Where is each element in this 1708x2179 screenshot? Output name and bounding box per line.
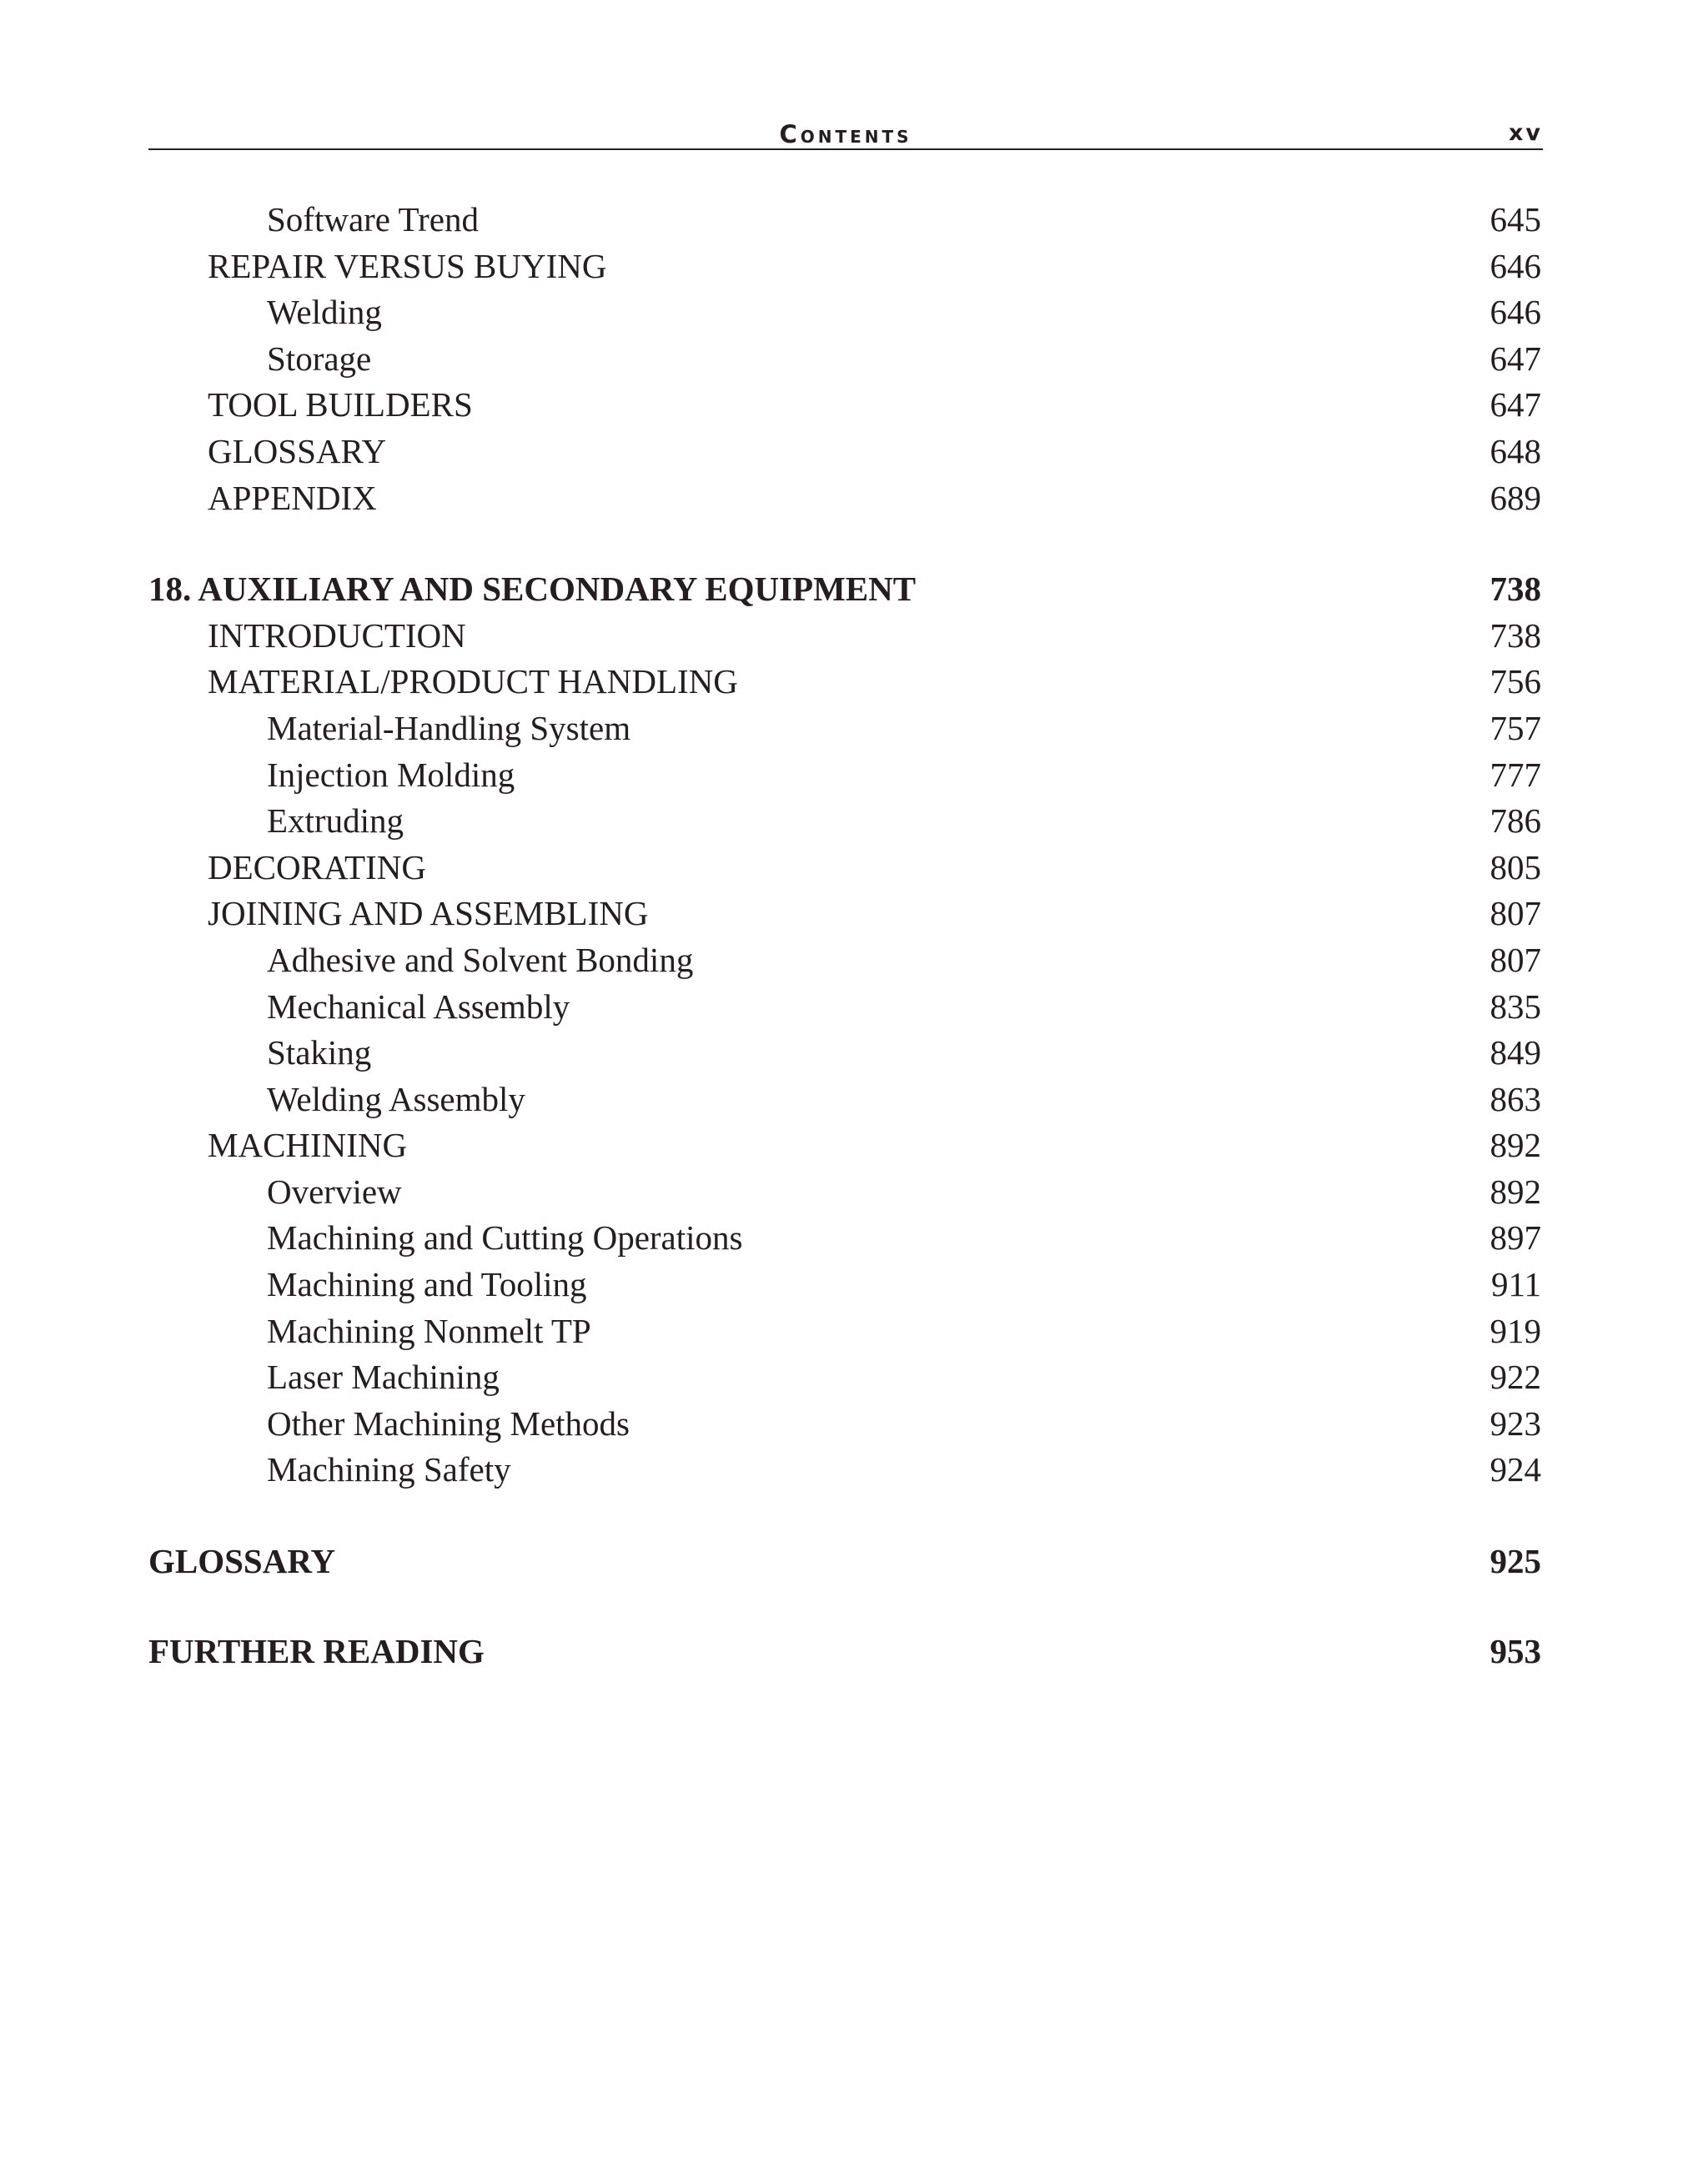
toc-subsection-entry[interactable] (148, 705, 1541, 752)
toc-entry-page: 897 (1489, 1218, 1541, 1258)
toc-entry-page: 807 (1489, 894, 1541, 933)
toc-entry-title: Injection Molding (267, 755, 515, 794)
toc-subsection-entry[interactable] (148, 336, 1541, 383)
toc-subsection-entry[interactable] (148, 984, 1541, 1031)
toc-subsection-entry[interactable] (148, 1030, 1541, 1077)
toc-subsection-entry[interactable] (148, 1215, 1541, 1262)
toc-entry-page: 648 (1489, 431, 1541, 470)
toc-subsection-entry[interactable] (148, 1401, 1541, 1448)
toc-entry-title: 18. AUXILIARY AND SECONDARY EQUIPMENT (148, 570, 917, 609)
toc-entry-title: Staking (267, 1033, 372, 1072)
toc-section-entry[interactable] (148, 845, 1541, 891)
toc-subsection-entry[interactable] (148, 1262, 1541, 1308)
toc-entry-page: 646 (1489, 246, 1541, 285)
toc-entry-title: Laser Machining (267, 1358, 500, 1397)
toc-entry-title: JOINING AND ASSEMBLING (208, 894, 649, 933)
toc-section-entry[interactable] (148, 659, 1541, 705)
toc-section-entry[interactable] (148, 613, 1541, 660)
running-header (148, 115, 1543, 150)
toc-entry-page: 892 (1489, 1172, 1541, 1211)
toc-entry-page: 647 (1489, 339, 1541, 378)
toc-chapter-entry[interactable] (148, 1629, 1541, 1675)
toc-chapter-entry[interactable] (148, 1539, 1541, 1585)
toc-section-entry[interactable] (148, 429, 1541, 475)
toc-entry-title: REPAIR VERSUS BUYING (208, 246, 607, 285)
toc-entry-title: APPENDIX (208, 478, 377, 517)
toc-subsection-entry[interactable] (148, 1308, 1541, 1355)
toc-entry-page: 647 (1489, 385, 1541, 424)
toc-entry-page: 925 (1489, 1542, 1541, 1581)
toc-entry-page: 786 (1489, 801, 1541, 841)
toc-entry-page: 953 (1489, 1631, 1541, 1670)
toc-entry-title: Extruding (267, 801, 404, 841)
running-header-title: Contents (779, 120, 912, 148)
toc-entry-title: INTRODUCTION (208, 615, 466, 655)
toc-entry-title: Machining Safety (267, 1450, 511, 1489)
toc-entry-title: MATERIAL/PRODUCT HANDLING (208, 662, 738, 701)
toc-entry-page: 892 (1489, 1126, 1541, 1165)
page-number: xv (1508, 120, 1543, 146)
toc-entry-page: 919 (1489, 1311, 1541, 1350)
toc-entry-title: Machining and Tooling (267, 1265, 587, 1304)
toc-entry-page: 807 (1489, 940, 1541, 979)
toc-subsection-entry[interactable] (148, 289, 1541, 336)
toc-entry-page: 689 (1489, 478, 1541, 517)
toc-section-entry[interactable] (148, 891, 1541, 937)
toc-subsection-entry[interactable] (148, 752, 1541, 799)
toc-entry-page: 911 (1491, 1265, 1541, 1304)
toc-section-entry[interactable] (148, 382, 1541, 429)
toc-section-entry[interactable] (148, 1122, 1541, 1169)
toc-entry-page: 863 (1489, 1079, 1541, 1118)
toc-entry-title: Adhesive and Solvent Bonding (267, 940, 694, 979)
toc-entry-page: 646 (1489, 293, 1541, 332)
toc-entry-page: 922 (1489, 1358, 1541, 1397)
toc-entry-page: 738 (1489, 570, 1541, 609)
toc-entry-page: 849 (1489, 1033, 1541, 1072)
table-of-contents (148, 197, 1541, 1674)
toc-subsection-entry[interactable] (148, 1447, 1541, 1494)
toc-entry-title: GLOSSARY (208, 431, 387, 470)
toc-entry-title: Software Trend (267, 200, 479, 238)
toc-subsection-entry[interactable] (148, 1354, 1541, 1401)
toc-entry-title: Overview (267, 1172, 402, 1211)
toc-entry-title: Material-Handling System (267, 708, 631, 747)
toc-entry-page: 757 (1489, 708, 1541, 747)
toc-entry-page: 835 (1489, 987, 1541, 1026)
toc-entry-page: 805 (1489, 847, 1541, 886)
toc-entry-title: Storage (267, 339, 372, 378)
toc-entry-page: 756 (1489, 662, 1541, 701)
toc-subsection-entry[interactable] (148, 197, 1541, 244)
toc-entry-title: DECORATING (208, 847, 426, 886)
toc-subsection-entry[interactable] (148, 1169, 1541, 1216)
toc-chapter-entry[interactable] (148, 566, 1541, 613)
toc-entry-page: 777 (1489, 755, 1541, 794)
toc-entry-title: GLOSSARY (148, 1542, 336, 1581)
toc-entry-title: Welding (267, 293, 382, 332)
toc-section-entry[interactable] (148, 475, 1541, 522)
toc-section-entry[interactable] (148, 244, 1541, 290)
toc-entry-title: Welding Assembly (267, 1079, 525, 1118)
toc-subsection-entry[interactable] (148, 798, 1541, 845)
toc-entry-page: 924 (1489, 1450, 1541, 1489)
toc-entry-title: Machining and Cutting Operations (267, 1218, 743, 1258)
toc-entry-title: MACHINING (208, 1126, 408, 1165)
toc-entry-title: TOOL BUILDERS (208, 385, 473, 424)
toc-entry-title: Machining Nonmelt TP (267, 1311, 591, 1350)
toc-entry-page: 738 (1489, 615, 1541, 655)
toc-entry-page: 645 (1489, 200, 1541, 238)
toc-entry-title: Mechanical Assembly (267, 987, 570, 1026)
toc-entry-title: FURTHER READING (148, 1631, 485, 1670)
toc-entry-title: Other Machining Methods (267, 1403, 630, 1443)
toc-entry-page: 923 (1489, 1403, 1541, 1443)
toc-subsection-entry[interactable] (148, 1077, 1541, 1123)
toc-subsection-entry[interactable] (148, 937, 1541, 984)
